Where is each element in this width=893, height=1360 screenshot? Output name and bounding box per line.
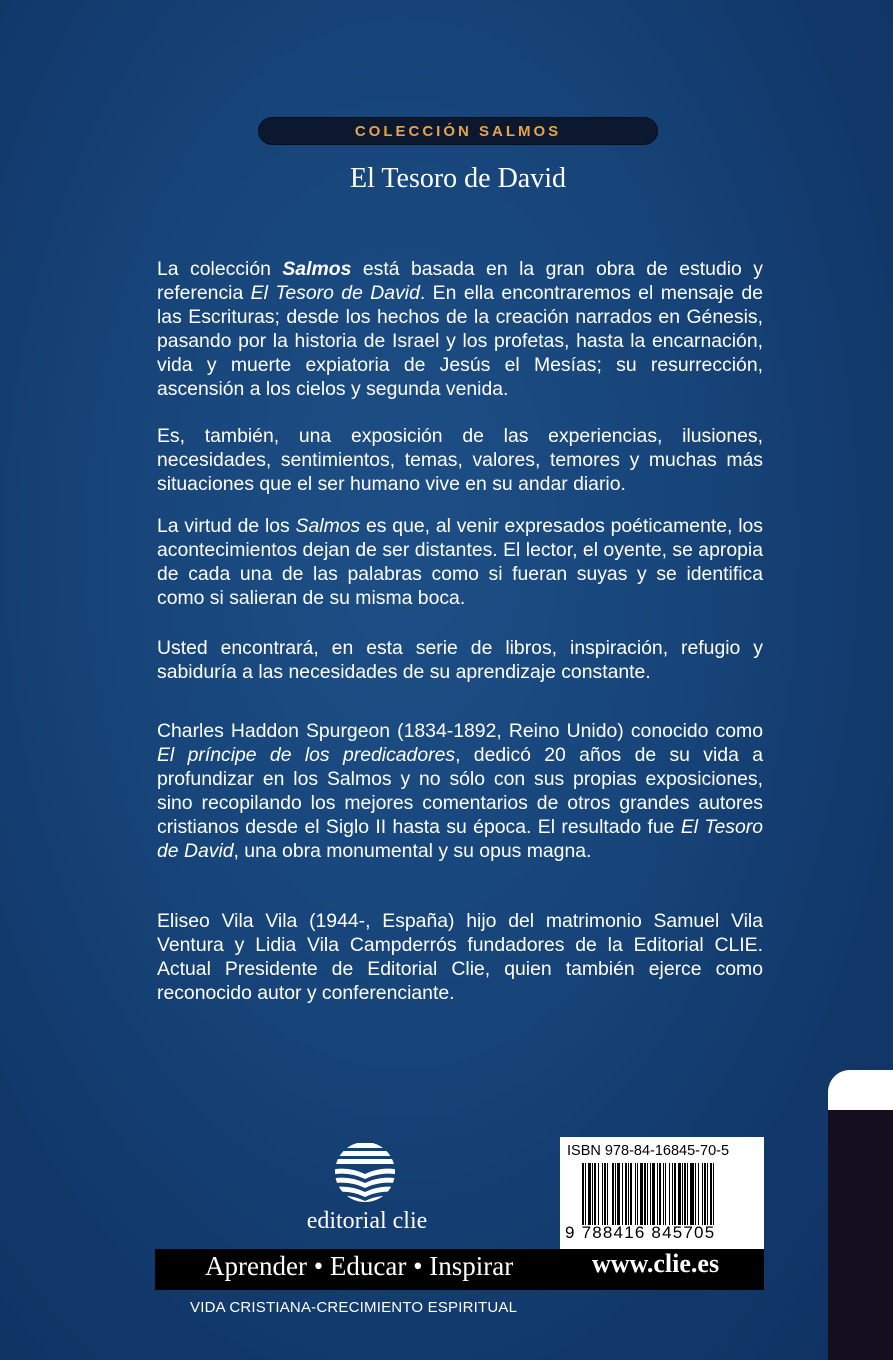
barcode-digits: 9 788416 845705: [565, 1223, 716, 1242]
isbn-label: ISBN 978-84-16845-70-5: [567, 1143, 730, 1159]
side-tab-white: [828, 1070, 893, 1112]
side-tab-dark: [828, 1110, 893, 1360]
book-title: El Tesoro de David: [349, 163, 567, 194]
emphasis-salmos: Salmos: [295, 515, 361, 537]
emphasis-nickname: El príncipe de los predicadores: [157, 744, 456, 766]
text-run: Charles Haddon Spurgeon (1834-1892, Reino Unido) conocido como: [157, 720, 763, 742]
paragraph-text: Usted encontrará, en esta serie de libros, inspiración, refugio y sabiduría a las necesidades de su aprendizaje constante.: [157, 637, 763, 683]
paragraph-experiences: [157, 424, 763, 496]
paragraph-text: Eliseo Vila Vila (1944-, España) hijo del matrimonio Samuel Vila Ventura y Lidia Vila Campderrós fundadores de la Editorial CLIE. Actual Presidente de Editorial Clie, quien también ejerce como reconocido autor y conferenciante.: [157, 910, 763, 1004]
paragraph-intro: [157, 257, 763, 401]
collection-label: COLECCIÓN SALMOS: [354, 122, 562, 140]
collection-band: [258, 117, 658, 145]
emphasis-salmos: Salmos: [282, 258, 352, 280]
text-run: , dedicó 20 años de su vida a profundizar en los Salmos y no sólo con sus propias exposiciones, sino recopilando los mejores comentarios de otros grandes autores cristianos desde el Siglo II hasta su época. El resultado fue: [157, 744, 764, 838]
emphasis-title: El Tesoro de David: [250, 282, 420, 304]
paragraph-virtue: [157, 514, 763, 610]
slogan: Aprender • Educar • Inspirar: [205, 1251, 514, 1281]
paragraph-vila: [157, 909, 763, 1005]
text-run: La colección: [157, 258, 283, 280]
barcode: [560, 1137, 764, 1249]
text-run: , una obra monumental y su opus magna.: [233, 840, 592, 862]
open-book-globe-icon: [320, 1140, 410, 1210]
paragraph-inspiration: [157, 636, 763, 684]
website-link: www.clie.es: [592, 1249, 720, 1278]
text-run: es que, al venir expresados poéticamente, los acontecimientos dejan de ser distantes. El lector, el oyente, se apropia de cada una de las palabras como si fueran suyas y se identifica como si salieran de su misma boca.: [157, 515, 763, 609]
text-run: La virtud de los: [157, 515, 296, 537]
category-label: VIDA CRISTIANA-CRECIMIENTO ESPIRITUAL: [190, 1299, 518, 1316]
emphasis-title: El Tesoro de David: [157, 816, 764, 862]
text-run: está basada en la gran obra de estudio y referencia: [157, 258, 764, 304]
text-run: . En ella encontraremos el mensaje de las Escrituras; desde los hechos de la creación narrados en Génesis, pasando por la historia de Israel y los profetas, hasta la encarnación, vida y muerte expiatoria de Jesús el Mesías; su resurrección, ascensión a los cielos y segunda venida.: [157, 282, 763, 400]
paragraph-spurgeon: [157, 719, 763, 863]
publisher-name: editorial clie: [306, 1208, 428, 1234]
paragraph-text: Es, también, una exposición de las experiencias, ilusiones, necesidades, sentimientos, temas, valores, temores y muchas más situaciones que el ser humano vive en su andar diario.: [157, 425, 763, 495]
barcode-bars: [582, 1163, 757, 1225]
